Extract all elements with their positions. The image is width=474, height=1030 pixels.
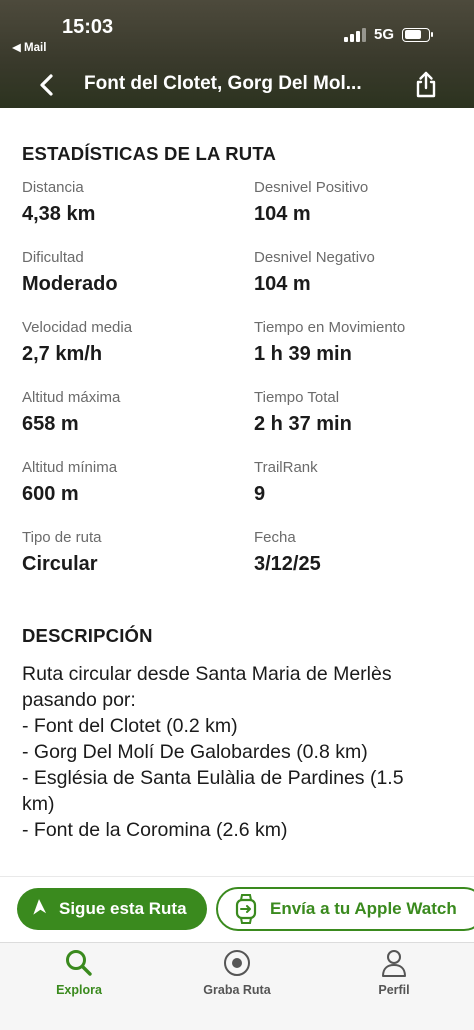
stat-label: Altitud mínima — [22, 459, 118, 476]
description-line: pasando por: — [22, 689, 136, 711]
stat-value: 4,38 km — [22, 203, 96, 225]
description-line: Ruta circular desde Santa Maria de Merlès — [22, 663, 392, 685]
search-icon — [63, 947, 95, 979]
stat-trailrank — [254, 459, 474, 506]
stat-label: Altitud máxima — [22, 389, 121, 406]
tab-label: Explora — [56, 983, 102, 997]
stat-value: Circular — [22, 553, 98, 575]
action-bar — [0, 876, 474, 942]
send-to-watch-label: Envía a tu Apple Watch — [270, 899, 457, 918]
stat-value: 2,7 km/h — [22, 343, 103, 365]
stat-distance — [22, 179, 242, 226]
stat-label: TrailRank — [254, 459, 318, 476]
stat-value: 3/12/25 — [254, 553, 321, 575]
watch-icon — [232, 894, 260, 924]
stat-elevation-gain — [254, 179, 474, 226]
status-indicators — [344, 26, 430, 43]
status-time: 15:03 — [62, 16, 114, 38]
back-button[interactable] — [36, 70, 58, 100]
stat-date — [254, 529, 474, 576]
description-line: - Font del Clotet (0.2 km) — [22, 715, 238, 737]
tab-bar — [0, 942, 474, 1030]
page-title: Font del Clotet, Gorg Del Mol... — [84, 73, 362, 94]
stat-value: 600 m — [22, 483, 79, 505]
tab-graba-ruta[interactable] — [177, 947, 297, 997]
send-to-watch-button[interactable] — [216, 887, 474, 931]
stat-min-altitude — [22, 459, 242, 506]
person-icon — [378, 947, 410, 979]
description-line: - Església de Santa Eulàlia de Pardines (1.5 — [22, 767, 404, 789]
stat-value: 1 h 39 min — [254, 343, 352, 365]
signal-icon — [344, 28, 366, 42]
stat-label: Tiempo en Movimiento — [254, 319, 406, 336]
stat-route-type — [22, 529, 242, 576]
stat-label: Desnivel Negativo — [254, 249, 375, 266]
description-heading: DESCRIPCIÓN — [22, 625, 153, 646]
description-text — [22, 661, 452, 843]
chevron-left-icon — [36, 70, 58, 100]
stats-heading: ESTADÍSTICAS DE LA RUTA — [22, 143, 277, 164]
stat-average-speed — [22, 319, 242, 366]
stat-elevation-loss — [254, 249, 474, 296]
follow-route-label: Sigue esta Ruta — [59, 899, 187, 918]
stat-value: 104 m — [254, 273, 311, 295]
description-line: - Gorg Del Molí De Galobardes (0.8 km) — [22, 741, 368, 763]
network-type: 5G — [373, 26, 394, 43]
stat-value: 9 — [254, 483, 266, 505]
stat-moving-time — [254, 319, 474, 366]
stat-label: Desnivel Positivo — [254, 179, 369, 196]
tab-explora[interactable] — [19, 947, 139, 997]
stat-value: Moderado — [22, 273, 118, 295]
share-icon — [412, 70, 440, 100]
back-to-app-link[interactable]: ◀ Mail — [12, 42, 47, 54]
share-button[interactable] — [412, 70, 440, 100]
stat-label: Velocidad media — [22, 319, 133, 336]
tab-label: Graba Ruta — [203, 983, 271, 997]
tab-perfil[interactable] — [334, 947, 454, 997]
stat-value: 2 h 37 min — [254, 413, 352, 435]
stat-label: Fecha — [254, 529, 296, 546]
description-line: - Font de la Coromina (2.6 km) — [22, 819, 288, 841]
stat-difficulty — [22, 249, 242, 296]
header — [0, 0, 474, 108]
tab-label: Perfil — [378, 983, 410, 997]
follow-route-button[interactable] — [17, 888, 207, 930]
stat-label: Tiempo Total — [254, 389, 340, 406]
stat-total-time — [254, 389, 474, 436]
battery-icon — [402, 28, 430, 42]
stat-max-altitude — [22, 389, 242, 436]
stat-value: 658 m — [22, 413, 79, 435]
description-line: km) — [22, 793, 55, 815]
record-icon — [221, 947, 253, 979]
stat-label: Distancia — [22, 179, 84, 196]
stat-label: Tipo de ruta — [22, 529, 102, 546]
navigation-arrow-icon — [29, 899, 49, 919]
stat-label: Dificultad — [22, 249, 84, 266]
stat-value: 104 m — [254, 203, 311, 225]
